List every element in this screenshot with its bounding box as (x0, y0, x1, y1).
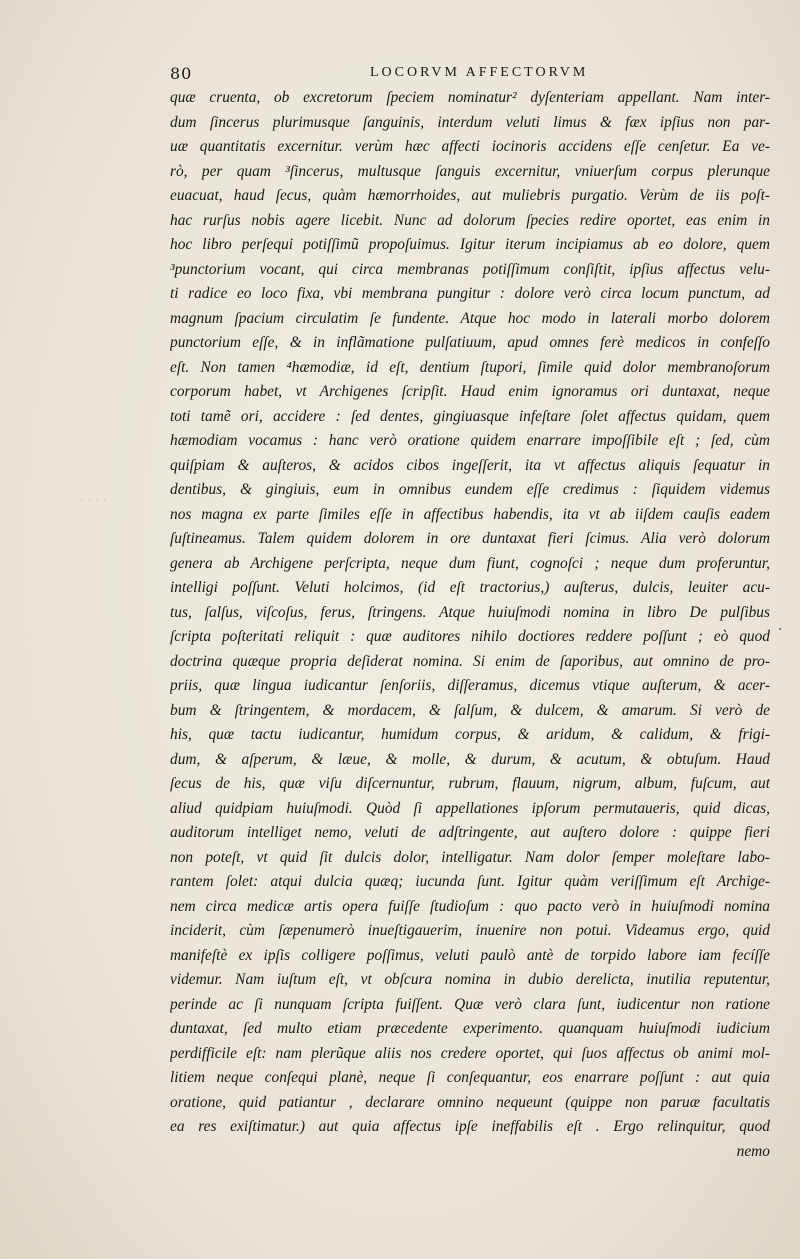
text-line: nos magna ex parte ſimiles eſſe in affectibus habendis, ita vt ab iiſdem cauſis eadem (170, 505, 770, 523)
text-line: priis, quæ lingua iudicantur ſenſoriis, diſſeramus, dicemus vtique auſterum, & acer- (170, 677, 770, 694)
text-line: his, quæ tactu iudicantur, humidum corpus, & aridum, & calidum, & frigi- (170, 726, 770, 743)
text-line: quiſpiam & auſteros, & acidos cibos ingeſſerit, ita vt affectus aliquis ſequatur in (170, 456, 770, 474)
text-line: auditorum intelliget nemo, veluti de adſtringente, aut auſtero dolore : quippe fieri (170, 824, 770, 841)
text-line: nem circa medicæ artis opera fuiſſe ſtudioſum : quo pacto verò in huiuſmodi nomina (170, 897, 770, 915)
text-line: ſcripta poſteritati reliquit : quæ auditores nihilo doctiores reddere poſſunt ; eò quod (170, 628, 770, 645)
text-line: dum, & aſperum, & læue, & molle, & durum, & acutum, & obtuſum. Haud (170, 750, 770, 768)
text-line: genera ab Archigene perſcripta, neque dum fiunt, cognoſci ; neque dum proferuntur, (170, 554, 770, 572)
margin-dot: . (778, 618, 783, 634)
text-line: ea res exiſtimatur.) aut quia affectus ipſe ineffabilis eſt . Ergo relinquitur, quod (170, 1118, 770, 1135)
page-header (170, 64, 780, 84)
text-line: doctrina quæque propria deſiderat nomina. Si enim de ſaporibus, aut omnino de pro- (170, 652, 770, 670)
text-line: oratione, quid patiantur , declarare omnino nequeunt (quippe non paruæ facultatis (170, 1093, 770, 1111)
text-line: nemo (736, 1142, 770, 1160)
text-line: non poteſt, vt quid ſit dulcis dolor, intelligatur. Nam dolor ſemper moleſtare labo- (170, 848, 770, 866)
text-line: intelligi poſſunt. Veluti holcimos, (id eſt tractorius,) auſterus, dulcis, leuiter acu- (170, 579, 770, 596)
text-line: ſecus de his, quæ viſu diſcernuntur, rubrum, flauum, nigrum, album, fuſcum, aut (170, 775, 770, 792)
text-line: manifeſtè ex ipſis colligere poſſimus, veluti paulò antè de torpido labore iam fecíſſe (170, 946, 770, 964)
text-line: magnum ſpacium circulatim ſe fundente. Atque hoc modo in laterali morbo dolorem (170, 309, 770, 327)
text-line: hoc libro perſequi potiſſimũ propoſuimus. Igitur iterum incipiamus ab eo dolore, quem (170, 236, 770, 253)
text-line: ti radice eo loco fixa, vbi membrana pungitur : dolore verò circa locum punctum, ad (170, 285, 770, 302)
text-line: videmur. Nam iuſtum eſt, vt obſcura nomina in dubio derelicta, inutilia reputentur, (170, 971, 770, 988)
text-line: hac rurſus nobis agere licebit. Nunc ad dolorum ſpecies redire oportet, eas enim in (170, 211, 770, 229)
text-line: euacuat, haud ſecus, quàm hæmorrhoides, aut muliebris purgatio. Verùm de iis poſt- (170, 187, 770, 204)
page-number: 80 (170, 64, 193, 83)
svg-text:· · · ·: · · · · (80, 493, 107, 507)
text-line: perdifficile eſt: nam plerũque aliis nos credere oportet, qui ſuos affectus ob animi mol- (170, 1044, 770, 1062)
text-line: litiem neque conſequi planè, neque ſi conſequantur, eos enarrare poſſunt : aut quia (170, 1069, 770, 1086)
body-text (170, 86, 770, 1164)
text-line: hæmodiam vocamus : hanc verò oratione quidem enarrare impoſſibile eſt ; ſed, cùm (170, 432, 770, 449)
text-line: eſt. Non tamen ⁴hæmodiæ, id eſt, dentium ſtupori, ſimile quid dolor membranoſorum (170, 358, 770, 376)
text-line: perinde ac ſi nunquam ſcripta fuiſſent. Quæ verò clara ſunt, iudicentur non ratione (170, 995, 770, 1013)
running-head: LOCORVM AFFECTORVM (370, 65, 589, 80)
text-line: rò, per quam ³ſincerus, multusque ſanguis excernitur, vniuerſum corpus plerunque (170, 162, 770, 180)
text-line: dentibus, & gingiuis, eum in omnibus eundem eſſe credimus : ſiquidem videmus (170, 481, 770, 498)
text-line: rantem ſolet: atqui dulcia quæq; iucunda ſunt. Igitur quàm veriſſimum eſt Archige- (170, 873, 770, 890)
text-line: uæ quantitatis excernitur. verùm hæc affecti iocinoris accidens eſſe cenſetur. Ea ve- (170, 138, 770, 155)
text-line: dum ſincerus plurimusque ſanguinis, interdum veluti limus & fæx ipſius non par- (170, 113, 770, 131)
text-line: corporum habet, vt Archigenes ſcripſit. Haud enim ignoramus ori duntaxat, neque (170, 383, 770, 400)
show-through-mark (78, 484, 138, 514)
text-line: inciderit, cùm ſæpenumerò inueſtigauerim, inuenire non potui. Videamus ergo, quid (170, 922, 770, 939)
text-line: duntaxat, ſed multo etiam præcedente experimento. quanquam huiuſmodi iudicium (170, 1020, 770, 1037)
text-line: quæ cruenta, ob excretorum ſpeciem nominatur² dyſenteriam appellant. Nam inter- (170, 89, 770, 106)
text-line: toti tamẽ ori, accidere : ſed dentes, gingiuasque infeſtare ſolet affectus quidam, quem (170, 407, 770, 425)
text-line: ſuſtineamus. Talem quidem dolorem in ore duntaxat fieri ſcimus. Alia verò dolorum (170, 530, 770, 547)
text-line: bum & ſtringentem, & mordacem, & ſalſum, & dulcem, & amarum. Si verò de (170, 701, 770, 719)
text-line: tus, ſalſus, viſcoſus, ferus, ſtringens. Atque huiuſmodi nomina in libro De pulſibus (170, 603, 770, 621)
text-line: ³punctorium vocant, qui circa membranas potiſſimum conſiſtit, ipſius affectus velu- (170, 260, 770, 278)
text-line: punctorium eſſe, & in inflãmatione pulſatiuum, apud omnes ferè medicos in confeſſo (170, 334, 770, 351)
text-line: aliud quidpiam huiuſmodi. Quòd ſi appellationes ipſorum permutaueris, quid dicas, (170, 799, 770, 817)
